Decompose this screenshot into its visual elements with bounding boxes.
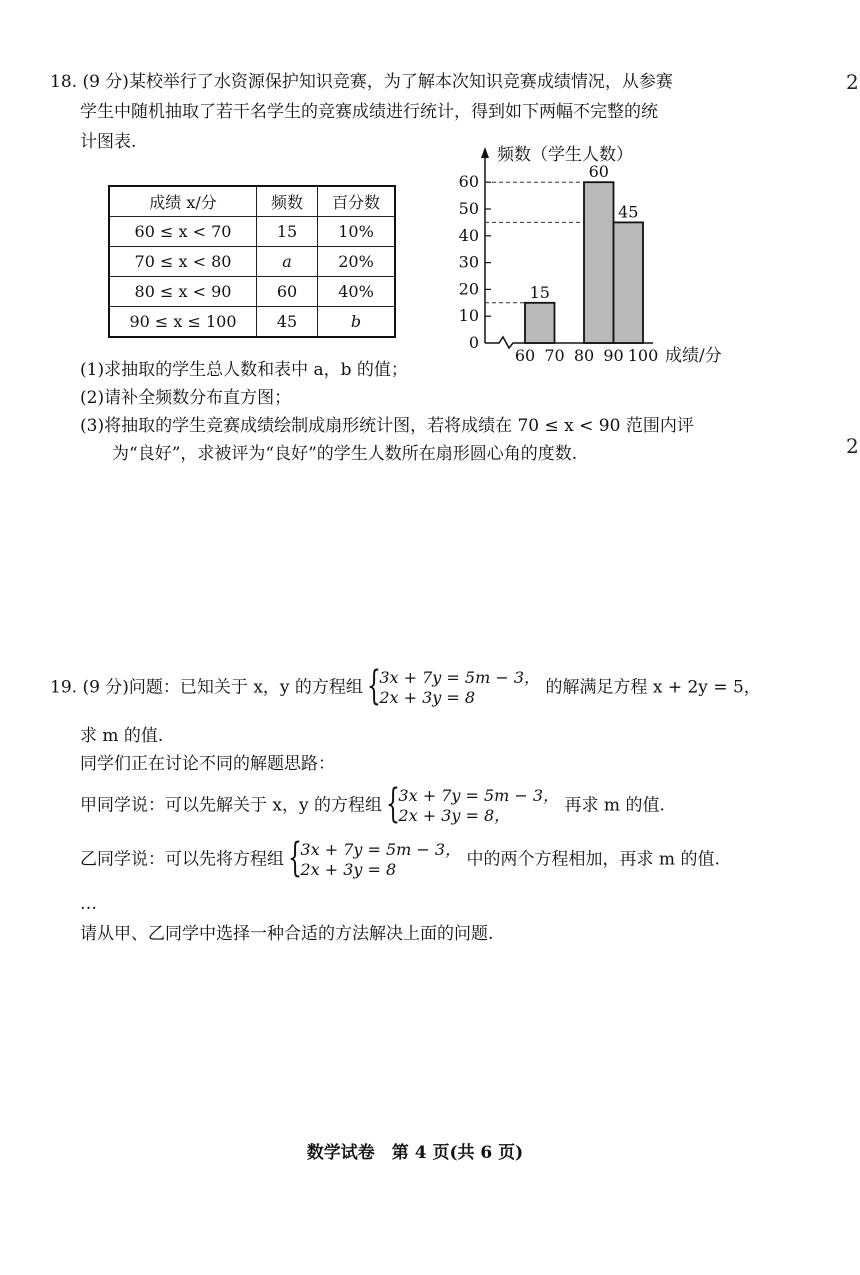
table-cell-frequency: 15 [257, 217, 318, 247]
y-tick-label: 60 [458, 172, 479, 192]
equation-1: 3x + 7y = 5m − 3， [379, 668, 541, 687]
table-header-row [109, 186, 395, 217]
table-row [109, 217, 395, 247]
table-cell-range: 90 ≤ x ≤ 100 [109, 307, 257, 338]
q18-line-2: 学生中随机抽取了若干名学生的竞赛成绩进行统计，得到如下两幅不完整的统 [80, 102, 658, 122]
q19-intro-prefix: 19. (9 分)问题：已知关于 x，y 的方程组 [50, 677, 363, 698]
table-cell-frequency: 45 [257, 307, 318, 338]
equation-1: 3x + 7y = 5m − 3， [300, 840, 462, 859]
q19-final-line: 请从甲、乙同学中选择一种合适的方法解决上面的问题. [80, 924, 494, 944]
q18-subquestion-3b: 为“良好”，求被评为“良好”的学生人数所在扇形圆心角的度数. [112, 444, 578, 464]
q19-ellipsis: … [80, 894, 97, 914]
table-row [109, 247, 395, 277]
bar-value-label: 60 [588, 162, 609, 182]
q18-subquestion-2: (2)请补全频数分布直方图； [80, 388, 292, 408]
q19-intro-line [50, 663, 761, 709]
q18-line-3: 计图表. [80, 132, 137, 152]
frequency-histogram [440, 138, 760, 378]
x-tick-label: 90 [603, 346, 624, 365]
equation-2: 2x + 3y = 8， [398, 806, 511, 825]
jia-prefix: 甲同学说：可以先解关于 x，y 的方程组 [80, 795, 382, 816]
histogram-bar [614, 222, 644, 343]
equation-system [386, 781, 560, 827]
table-cell-percentage: 10% [318, 217, 396, 247]
q19-intro-suffix: 的解满足方程 x + 2y = 5， [545, 677, 761, 698]
table-cell-percentage: 20% [318, 247, 396, 277]
table-cell-range: 80 ≤ x < 90 [109, 277, 257, 307]
y-axis-arrow [481, 147, 489, 158]
y-tick-label: 0 [468, 333, 479, 352]
table-header-score: 成绩 x/分 [109, 186, 257, 217]
y-tick-label: 40 [458, 225, 479, 245]
q19-yi-line [80, 835, 720, 881]
frequency-table [108, 185, 396, 338]
y-tick-label: 20 [458, 279, 479, 299]
table-cell-range: 60 ≤ x < 70 [109, 217, 257, 247]
equation-system [288, 835, 462, 881]
table-header-frequency: 频数 [257, 186, 318, 217]
q19-line-3: 同学们正在讨论不同的解题思路： [80, 754, 335, 774]
brace-symbol: { [367, 663, 382, 709]
table-row [109, 307, 395, 338]
x-tick-label: 100 [627, 346, 659, 365]
x-tick-label: 80 [573, 346, 595, 365]
table-cell-percentage: 40% [318, 277, 396, 307]
q18-subquestion-1: (1)求抽取的学生总人数和表中 a，b 的值； [80, 360, 408, 380]
x-tick-label: 70 [544, 346, 565, 365]
equation-2: 2x + 3y = 8 [300, 860, 397, 879]
y-tick-label: 30 [458, 252, 479, 272]
x-axis-label: 成绩/分 [665, 346, 722, 366]
brace-symbol: { [288, 835, 303, 881]
table-cell-frequency: a [257, 247, 318, 277]
table-cell-percentage: b [318, 307, 396, 338]
yi-prefix: 乙同学说：可以先将方程组 [80, 849, 284, 870]
q19-jia-line [80, 781, 665, 827]
equation-2: 2x + 3y = 8 [379, 688, 476, 707]
edge-mark-middle: 2 [846, 434, 859, 458]
q19-line-2: 求 m 的值. [80, 726, 164, 746]
jia-suffix: 再求 m 的值. [564, 795, 665, 816]
q18-line-1: 18. (9 分)某校举行了水资源保护知识竞赛，为了解本次知识竞赛成绩情况，从参赛 [50, 72, 673, 92]
page-footer: 数学试卷 第 4 页(共 6 页) [306, 1143, 524, 1163]
bar-value-label: 15 [529, 282, 550, 302]
histogram-bar [525, 303, 555, 343]
y-tick-label: 10 [458, 306, 479, 326]
table-header-percentage: 百分数 [318, 186, 396, 217]
table-row [109, 277, 395, 307]
y-tick-label: 50 [458, 199, 479, 218]
edge-mark-top: 2 [846, 70, 859, 94]
equation-system [367, 663, 541, 709]
table-cell-range: 70 ≤ x < 80 [109, 247, 257, 277]
brace-symbol: { [386, 781, 401, 827]
y-axis-label: 频数（学生人数） [497, 145, 633, 165]
table-cell-frequency: 60 [257, 277, 318, 307]
equation-1: 3x + 7y = 5m − 3， [398, 786, 560, 805]
q18-subquestion-3a: (3)将抽取的学生竞赛成绩绘制成扇形统计图，若将成绩在 70 ≤ x < 90 范围内评 [80, 416, 694, 436]
x-tick-label: 60 [514, 346, 536, 365]
yi-suffix: 中的两个方程相加，再求 m 的值. [466, 849, 720, 870]
histogram-bar [584, 182, 614, 343]
bar-value-label: 45 [618, 202, 639, 222]
